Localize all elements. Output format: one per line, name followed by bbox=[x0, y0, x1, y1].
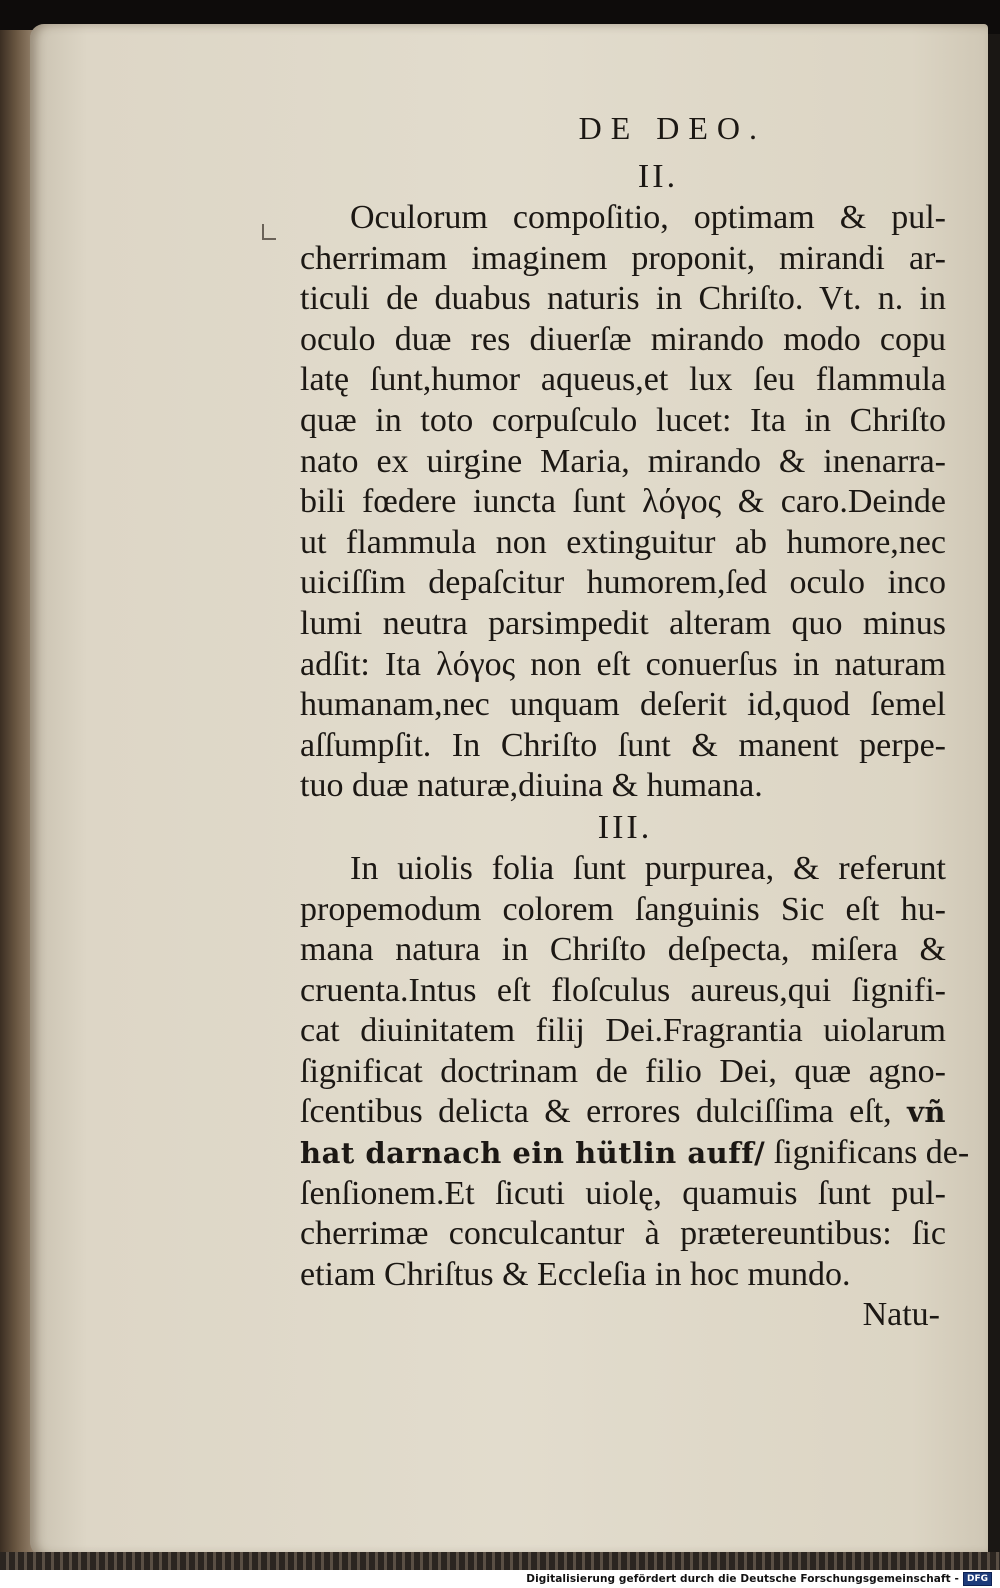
dfg-logo: DFG bbox=[963, 1572, 992, 1586]
text-line: oculo duæ res diuerſæ mirando modo copu bbox=[300, 320, 946, 358]
running-head: DE DEO. bbox=[578, 110, 766, 146]
section-number-3: III. bbox=[597, 808, 653, 846]
text-line: etiam Chriſtus & Eccleſia in hoc mundo. bbox=[300, 1255, 851, 1293]
text-line: tuo duæ naturæ,diuina & humana. bbox=[300, 767, 763, 805]
text-line: humanam,nec unquam deſerit id,quod ſemel bbox=[300, 686, 946, 724]
margin-mark bbox=[262, 224, 276, 240]
section-number-2: II. bbox=[637, 158, 679, 195]
text-line: adſit: Ita λόγος non eſt conuerſus in naturam bbox=[300, 645, 946, 683]
text-line: ſignificat doctrinam de filio Dei, quæ agno- bbox=[300, 1052, 946, 1090]
text-line: ticuli de duabus naturis in Chriſto. Vt. n. in bbox=[300, 280, 946, 318]
text-line bbox=[300, 1133, 970, 1174]
paragraph-2 bbox=[300, 198, 946, 807]
text-line: ſenſionem.Et ſicuti uiolę, quamuis ſunt pul- bbox=[300, 1174, 946, 1212]
text-line: cherrimam imaginem proponit, mirandi ar- bbox=[300, 239, 946, 277]
text-segment: ſcentibus delicta & errores dulciſſima eſt, bbox=[300, 1093, 892, 1131]
text-line: aſſumpſit. In Chriſto ſunt & manent perpe- bbox=[300, 726, 946, 764]
text-line: bili fœdere iuncta ſunt λόγος & caro.Deinde bbox=[300, 483, 946, 521]
page-text bbox=[300, 100, 970, 1335]
paragraph-3 bbox=[300, 849, 970, 1296]
blackletter-phrase: hat darnach ein hütlin auff/ bbox=[300, 1136, 766, 1171]
text-line: quæ in toto corpuſculo lucet: Ita in Chriſto bbox=[300, 401, 946, 439]
text-line: cat diuinitatem filij Dei.Fragrantia uiolarum bbox=[300, 1012, 946, 1050]
text-line bbox=[300, 1092, 946, 1133]
text-line: uiciſſim depaſcitur humorem,ſed oculo inco bbox=[300, 564, 946, 602]
text-line: propemodum colorem ſanguinis Sic eſt hu- bbox=[300, 890, 946, 928]
scan-bottom-edge bbox=[0, 1552, 1000, 1570]
credit-text: Digitalisierung gefördert durch die Deutsche Forschungsgemeinschaft - bbox=[526, 1573, 959, 1585]
text-line: In uiolis folia ſunt purpurea, & referunt bbox=[350, 849, 946, 887]
text-line: Oculorum compoſitio, optimam & pul- bbox=[350, 199, 946, 236]
blackletter-word: vñ bbox=[907, 1095, 946, 1130]
text-line: latę ſunt,humor aqueus,et lux ſeu flammula bbox=[300, 361, 946, 399]
digitization-credit-bar bbox=[0, 1570, 1000, 1588]
text-line: cherrimæ conculcantur à prætereuntibus: ſic bbox=[300, 1215, 946, 1253]
text-line: lumi neutra parsimpedit alteram quo minus bbox=[300, 604, 946, 642]
catchword: Natu- bbox=[862, 1296, 940, 1334]
text-segment: ſignificans de- bbox=[773, 1134, 970, 1172]
text-line: mana natura in Chriſto deſpecta, miſera & bbox=[300, 931, 946, 969]
text-line: cruenta.Intus eſt floſculus aureus,qui ſignifi- bbox=[300, 971, 946, 1009]
text-line: nato ex uirgine Maria, mirando & inenarra- bbox=[300, 442, 946, 480]
text-line: ut flammula non extinguitur ab humore,nec bbox=[300, 523, 946, 561]
